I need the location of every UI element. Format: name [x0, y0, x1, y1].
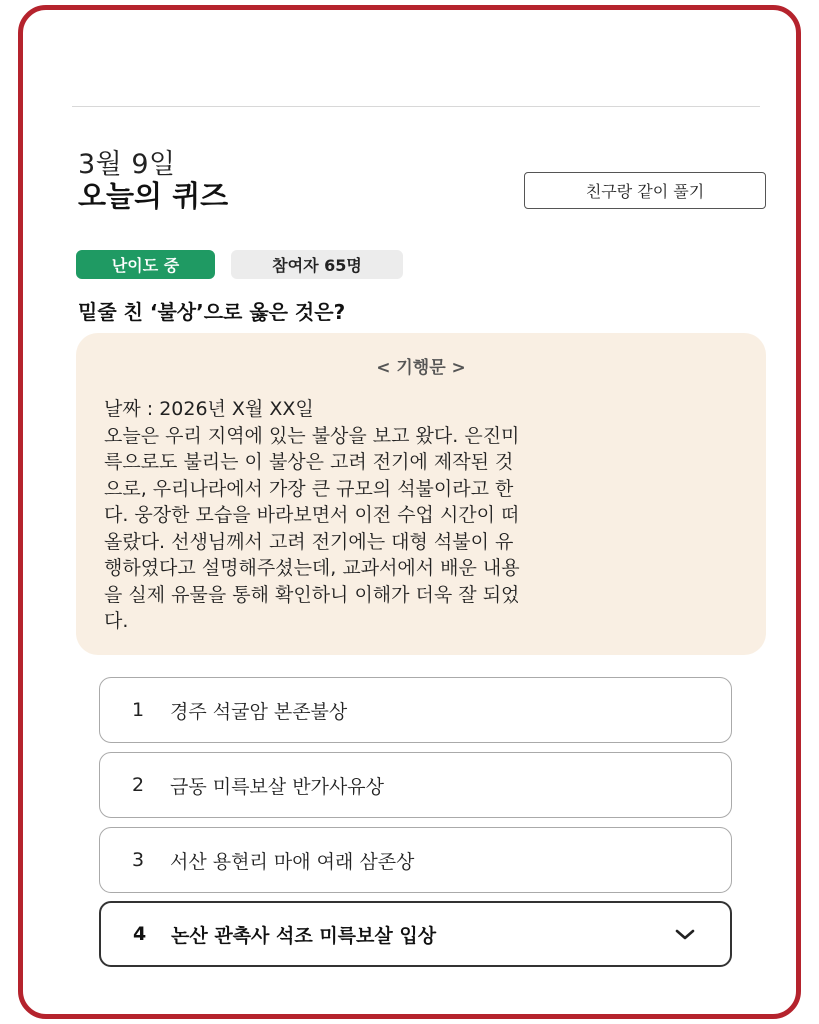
option-text: 서산 용현리 마애 여래 삼존상 [170, 850, 415, 873]
passage-title: < 기행문 > [376, 358, 466, 378]
header-divider [72, 106, 760, 107]
play-with-friend-button[interactable]: 친구랑 같이 풀기 [524, 172, 766, 209]
passage-line: 륵으로도 불리는 이 불상은 고려 전기에 제작된 것 [104, 451, 514, 473]
option-number: 1 [132, 699, 145, 721]
passage-line: 다. 웅장한 모습을 바라보면서 이전 수업 시간이 떠 [104, 504, 520, 526]
option-text: 금동 미륵보살 반가사유상 [170, 775, 384, 798]
difficulty-badge: 난이도 중 [76, 250, 215, 279]
quiz-date: 3월 9일 [78, 149, 176, 180]
answer-option-4[interactable] [99, 901, 732, 967]
passage-line: 행하였다고 설명해주셨는데, 교과서에서 배운 내용 [104, 557, 520, 579]
passage-line: 올랐다. 선생님께서 고려 전기에는 대형 석불이 유 [104, 530, 514, 553]
passage-body [104, 396, 744, 635]
answer-option-2[interactable] [99, 752, 732, 818]
option-number: 3 [132, 849, 145, 871]
option-number: 4 [133, 923, 147, 945]
answer-option-3[interactable] [99, 827, 732, 893]
passage-line: 날짜 : 2026년 X월 XX일 [104, 398, 314, 420]
option-text: 논산 관촉사 석조 미륵보살 입상 [171, 924, 437, 947]
participants-badge: 참여자 65명 [231, 250, 403, 279]
answer-option-1[interactable] [99, 677, 732, 743]
passage-line: 오늘은 우리 지역에 있는 불상을 보고 왔다. 은진미 [104, 424, 520, 447]
passage-box [76, 333, 766, 655]
passage-line: 다. [104, 610, 129, 632]
page-title: 오늘의 퀴즈 [78, 179, 229, 213]
passage-line: 으로, 우리나라에서 가장 큰 규모의 석불이라고 한 [104, 477, 514, 500]
option-text: 경주 석굴암 본존불상 [170, 700, 348, 723]
passage-line: 을 실제 유물을 통해 확인하니 이해가 더욱 잘 되었 [104, 583, 520, 606]
question-text: 밑줄 친 ‘불상’으로 옳은 것은? [78, 300, 346, 324]
option-number: 2 [132, 774, 145, 796]
chevron-down-icon [674, 927, 696, 941]
